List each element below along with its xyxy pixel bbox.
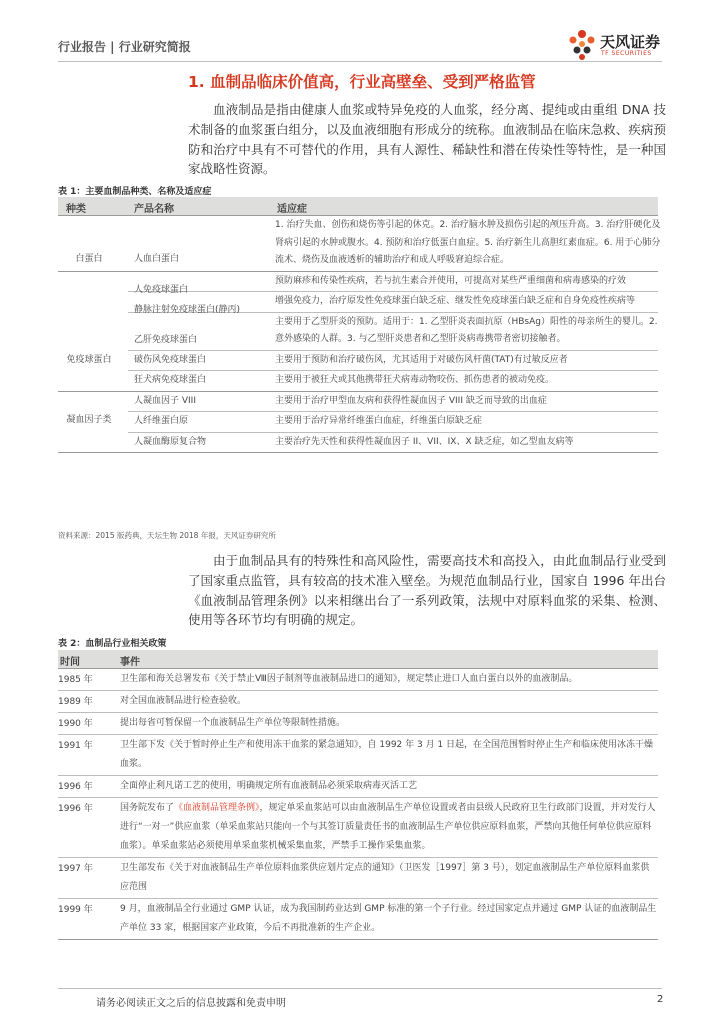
event-cell: 提出每省可暂保留一个血液制品生产单位等限制性措施。: [120, 718, 346, 728]
product-cell: 人免疫球蛋白: [134, 284, 189, 295]
event-cell: 对全国血液制品进行检查验收。: [120, 696, 247, 706]
section-title: 1. 血制品临床价值高，行业高壁垒、受到严格监管: [188, 73, 536, 91]
year-cell: 1996 年: [58, 782, 93, 792]
indication-cell: 主要用于治疗甲型血友病和获得性凝血因子 VIII 缺乏而导致的出血症: [275, 395, 547, 406]
footer-disclaimer: 请务必阅读正文之后的信息披露和免责申明: [96, 998, 286, 1009]
table-row: [128, 392, 658, 413]
blood-products-table: [58, 197, 661, 453]
indication-cell: 主要用于治疗异常纤维蛋白血症，纤维蛋白原缺乏症: [275, 416, 483, 426]
table-row: [58, 899, 658, 940]
table-row: [58, 691, 658, 713]
indication-cell: 主要治疗先天性和获得性凝血因子 II、VII、IX、X 缺乏症，如乙型血友病等: [275, 436, 574, 447]
year-cell: 1997 年: [58, 864, 93, 874]
header-divider: [58, 61, 662, 62]
header-product: 产品名称: [134, 204, 174, 215]
event-cell: 全面停止利凡诺工艺的使用，明确规定所有血液制品必须采取病毒灭活工艺: [120, 781, 418, 791]
event-cell: 卫生部发布《关于对血液制品生产单位原料血浆供应划片定点的通知》（卫医发［1997］第 3 号），划定血液制品生产单位原料血浆供应范围: [120, 863, 650, 892]
header-indication: 适应症: [277, 204, 307, 215]
indication-cell: 主要用于乙型肝炎的预防。适用于：1. 乙型肝炎表面抗原（HBsAg）阳性的母亲所生的婴儿。2. 意外感染的人群。3. 与乙型肝炎患者和乙型肝炎病毒携带者密切接触者。: [275, 316, 658, 344]
page-number: 2: [657, 994, 664, 1005]
table-row: [58, 776, 658, 798]
policy-table: [58, 650, 658, 940]
logo-subtext: TF SECURITIES: [601, 50, 652, 57]
year-cell: 1996 年: [58, 804, 93, 814]
intro-paragraph: 血液制品是指由健康人血浆或特异免疫的人血浆，经分离、提纯或由重组 DNA 技术制备的血浆蛋白组分，以及血液细胞有形成分的统称。血液制品在临床急救、疾病预防和治疗中具有不可替代的作用，具有人源性、稀缺性和潜在传染性等特性，是一种国家战略性资源。: [188, 102, 666, 177]
event-cell: 9 月，血液制品全行业通过 GMP 认证，成为我国制药业达到 GMP 标准的第一个子行业。经过国家定点并通过 GMP 认证的血液制品生产单位 33 家，根据国家产业政策，今后不再批准新的生产企业。: [120, 904, 657, 933]
table-row: [128, 292, 658, 313]
table-row: [58, 713, 658, 735]
table-row: [128, 272, 658, 293]
regulation-paragraph: 由于血制品具有的特殊性和高风险性，需要高技术和高投入，由此血制品行业受到了国家重点监管，具有较高的技术准入壁垒。为规范血制品行业，国家自 1996 年出台《血液制品管理条例》以来相继出台了一系列政策，法规中对原料血浆的采集、检测、使用等各环节均有明确的规定。: [188, 553, 666, 628]
event-text-pre: 国务院发布了: [120, 803, 175, 813]
company-logo: [566, 28, 676, 62]
year-cell: 1990 年: [58, 719, 93, 729]
product-cell: 人纤维蛋白原: [134, 416, 189, 426]
header-event: 事件: [120, 657, 140, 668]
product-cell: 乙肝免疫球蛋白: [134, 334, 198, 345]
event-cell: 卫生部下发《关于暂时停止生产和使用冻干血浆的紧急通知》，自 1992 年 3 月 1 日起，在全国范围暂时停止生产和临床使用冰冻干燥血浆。: [120, 740, 654, 769]
table-row: [128, 433, 658, 453]
event-cell: 卫生部和海关总署发布《关于禁止Ⅷ因子制剂等血液制品进口的通知》，规定禁止进口人血白蛋白以外的血液制品。: [120, 674, 578, 684]
table-row: [128, 412, 658, 433]
table-row: [128, 351, 658, 372]
indication-cell: 主要用于预防和治疗破伤风，尤其适用于对破伤风杆菌(TAT)有过敏反应者: [275, 354, 568, 365]
header-time: 时间: [60, 657, 80, 668]
regulation-title-highlight: 《血液制品管理条例》: [174, 803, 260, 813]
product-cell: 人凝血酶原复合物: [134, 436, 207, 447]
product-cell: 人凝血因子 VIII: [134, 395, 196, 406]
table-row: [58, 735, 658, 776]
logo-text: 天风证券: [600, 33, 661, 51]
event-text-post: ，规定单采血浆站可以由血液制品生产单位设置或者由县级人民政府卫生行政部门设置，并对发行人进行“一对一”供应血浆（单采血浆站只能向一个与其签订质量责任书的血液制品生产单位供应原料血浆，严禁向其他任何单位供应原料血浆）。单采血浆站必须使用单采血浆机械采集血浆，严禁手工操作采集血浆。: [120, 803, 656, 851]
product-cell: 人血白蛋白: [134, 254, 180, 264]
table-row: [128, 371, 658, 391]
indication-cell: 1. 治疗失血、创伤和烧伤等引起的休克。2. 治疗脑水肿及损伤引起的颅压升高。3. 治疗肝硬化及肾病引起的水肿或腹水。4. 预防和治疗低蛋白血症。5. 治疗新生儿高胆红素血症。6. 用于心肺分流术、烧伤及血液透析的辅助治疗和成人呼吸窘迫综合症。: [275, 220, 661, 265]
indication-cell: 预防麻疹和传染性疾病，若与抗生素合并使用，可提高对某些严重细菌和病毒感染的疗效: [275, 275, 627, 286]
header-category: 种类: [66, 204, 86, 215]
table-row: [58, 669, 658, 691]
table2-caption: 表 2：血制品行业相关政策: [58, 639, 167, 649]
product-cell: 破伤风免疫球蛋白: [134, 354, 207, 365]
category-cell: 免疫球蛋白: [66, 354, 112, 365]
table-group-albumin: [58, 216, 661, 272]
year-cell: 1999 年: [58, 905, 93, 915]
product-cell: 静脉注射免疫球蛋白(静丙): [134, 305, 241, 315]
category-cell: 白蛋白: [75, 254, 103, 264]
footer-divider: [58, 988, 662, 989]
category-cell: 凝血因子类: [66, 414, 112, 425]
indication-cell: 主要用于被狂犬或其他携带狂犬病毒动物咬伤、抓伤患者的被动免疫。: [275, 375, 555, 385]
table-row: [58, 858, 658, 899]
table-group-coagulation: [58, 392, 658, 454]
table2-header: [58, 650, 658, 669]
table1-caption: 表 1：主要血制品种类、名称及适应症: [58, 187, 212, 197]
indication-cell: 增强免疫力，治疗原发性免疫球蛋白缺乏症、继发性免疫球蛋白缺乏症和自身免疫性疾病等: [275, 296, 636, 306]
table-row: [58, 798, 658, 858]
product-cell: 狂犬病免疫球蛋白: [134, 375, 207, 385]
table1-header: [58, 197, 658, 216]
logo-flower-icon: [566, 28, 598, 62]
table-row: [128, 313, 658, 351]
report-type-label: 行业报告 | 行业研究简报: [58, 40, 191, 54]
year-cell: 1985 年: [58, 675, 93, 685]
year-cell: 1991 年: [58, 741, 93, 751]
year-cell: 1989 年: [58, 697, 93, 707]
event-cell: [120, 798, 658, 857]
table1-source: 资料来源：2015 版药典，天坛生物 2018 年报，天风证券研究所: [58, 531, 276, 540]
table-group-immunoglobulin: [58, 272, 658, 392]
